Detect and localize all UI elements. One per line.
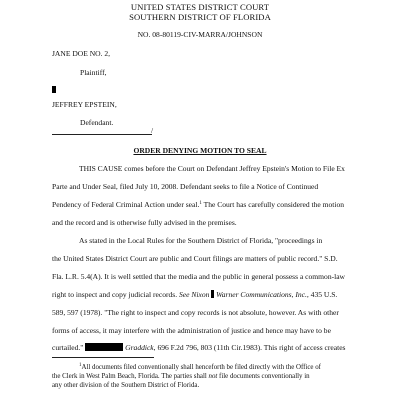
footnote-text: the Clerk in West Palm Beach, Florida. The parties shall	[52, 373, 209, 380]
plaintiff-name: JANE DOE NO. 2,	[52, 49, 111, 58]
footnote-text: file documents conventionally in	[217, 373, 310, 380]
body-text: The Court has carefully considered the motion	[201, 200, 345, 209]
body-text: Pendency of Federal Criminal Action under seal.	[52, 200, 200, 209]
caption-rule	[52, 134, 152, 135]
defendant-name: JEFFREY EPSTEIN,	[52, 100, 117, 109]
body-text: , 696 F.2d 796, 803 (11th Cir.1983). This right of access creates	[153, 343, 346, 352]
body-text: curtailed."	[52, 343, 86, 352]
case-number: NO. 08-80119-CIV-MARRA/JOHNSON	[137, 30, 263, 39]
body-line	[52, 290, 337, 299]
footnote-separator	[52, 357, 154, 358]
redaction-mark	[85, 343, 123, 351]
footnote-marker: 1	[79, 363, 82, 368]
footnote-text: All documents filed conventionally shall henceforth be filed directly with the Office of	[81, 364, 321, 371]
footnote-line	[79, 364, 321, 372]
order-title: ORDER DENYING MOTION TO SEAL	[133, 146, 267, 155]
body-line: Parte and Under Seal, filed July 10, 2008. Defendant seeks to file a Notice of Continued	[52, 182, 319, 191]
defendant-role: Defendant.	[80, 118, 114, 127]
body-line: Fla. L.R. 5.4(A). It is well settled that the media and the public in general possess a common-law	[52, 272, 346, 281]
caption-slash: /	[151, 126, 154, 135]
plaintiff-role: Plaintiff,	[80, 68, 107, 77]
body-line: the United States District Court are public and Court filings are matters of public record." S.D.	[52, 254, 338, 263]
body-line: and the record and is otherwise fully advised in the premises.	[52, 218, 237, 227]
case-citation: Graddick	[125, 343, 154, 352]
body-line: THIS CAUSE comes before the Court on Defendant Jeffrey Epstein's Motion to File Ex	[79, 164, 345, 173]
body-line: 589, 597 (1978). "The right to inspect and copy records is not absolute, however. As with other	[52, 308, 339, 317]
body-line: forms of access, it may interfere with the administration of justice and hence may have to be	[52, 326, 331, 335]
redaction-mark	[52, 86, 56, 93]
court-name: UNITED STATES DISTRICT COURT	[130, 2, 270, 12]
footnote-line: any other division of the Southern District of Florida.	[52, 382, 200, 389]
body-line	[52, 200, 344, 209]
body-line: As stated in the Local Rules for the Southern District of Florida, "proceedings in	[79, 236, 323, 245]
footnote-emphasis: not	[208, 373, 218, 380]
court-district: SOUTHERN DISTRICT OF FLORIDA	[129, 12, 271, 22]
case-citation: See Nixon	[179, 290, 210, 299]
footnote-ref: 1	[199, 201, 202, 206]
body-text: right to inspect and copy judicial records.	[52, 290, 180, 299]
body-text: , 435 U.S.	[306, 290, 338, 299]
case-citation: Warner Communications, Inc.	[214, 290, 307, 299]
body-line	[52, 343, 345, 352]
footnote-line	[52, 373, 310, 381]
